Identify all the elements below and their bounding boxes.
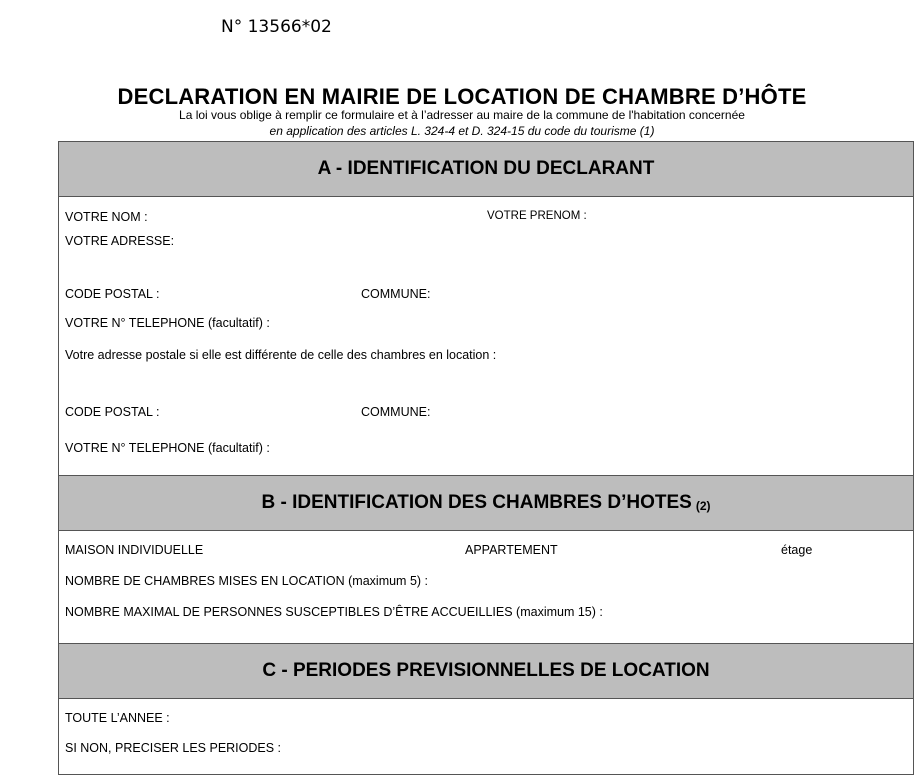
etage-field[interactable]: étage [781, 543, 813, 557]
section-b-header [59, 475, 913, 531]
adresse-postale-field[interactable]: Votre adresse postale si elle est différente de celle des chambres en location : [65, 348, 497, 362]
prenom-field[interactable]: VOTRE PRENOM : [487, 210, 587, 222]
commune-field-1[interactable]: COMMUNE: [361, 287, 431, 301]
telephone-field-1[interactable]: VOTRE N° TELEPHONE (facultatif) : [65, 316, 270, 330]
telephone-field-2[interactable]: VOTRE N° TELEPHONE (facultatif) : [65, 441, 270, 455]
form-title: DECLARATION EN MAIRIE DE LOCATION DE CHAMBRE D’HÔTE [117, 84, 807, 109]
declaration-form [58, 141, 914, 775]
nombre-personnes-field[interactable]: NOMBRE MAXIMAL DE PERSONNES SUSCEPTIBLES D’ÊTRE ACCUEILLIES (maximum 15) : [65, 605, 603, 619]
nom-field[interactable]: VOTRE NOM : [65, 210, 148, 224]
adresse-field[interactable]: VOTRE ADRESSE: [65, 234, 175, 248]
code-postal-field-2[interactable]: CODE POSTAL : [65, 405, 160, 419]
commune-field-2[interactable]: COMMUNE: [361, 405, 431, 419]
code-postal-field-1[interactable]: CODE POSTAL : [65, 287, 160, 301]
section-a-header [59, 142, 913, 197]
appartement-option[interactable]: APPARTEMENT [465, 543, 558, 557]
section-a-title: A - IDENTIFICATION DU DECLARANT [317, 158, 655, 179]
form-subtitle-line2: en application des articles L. 324-4 et D. 324-15 du code du tourisme (1) [269, 124, 655, 138]
cerfa-number: N° 13566*02 [221, 17, 332, 37]
section-c-title: C - PERIODES PREVISIONNELLES DE LOCATION [262, 660, 710, 681]
maison-individuelle-option[interactable]: MAISON INDIVIDUELLE [65, 543, 204, 557]
periodes-field[interactable]: SI NON, PRECISER LES PERIODES : [65, 741, 282, 755]
form-subtitle-line1: La loi vous oblige à remplir ce formulaire et à l’adresser au maire de la commune de l'habitation concernée [179, 108, 745, 122]
section-c-header [59, 643, 913, 699]
nombre-chambres-field[interactable]: NOMBRE DE CHAMBRES MISES EN LOCATION (maximum 5) : [65, 574, 429, 588]
section-b-title: B - IDENTIFICATION DES CHAMBRES D’HOTES [261, 492, 692, 513]
section-b-note: (2) [695, 499, 711, 513]
toute-annee-field[interactable]: TOUTE L’ANNEE : [65, 711, 170, 725]
